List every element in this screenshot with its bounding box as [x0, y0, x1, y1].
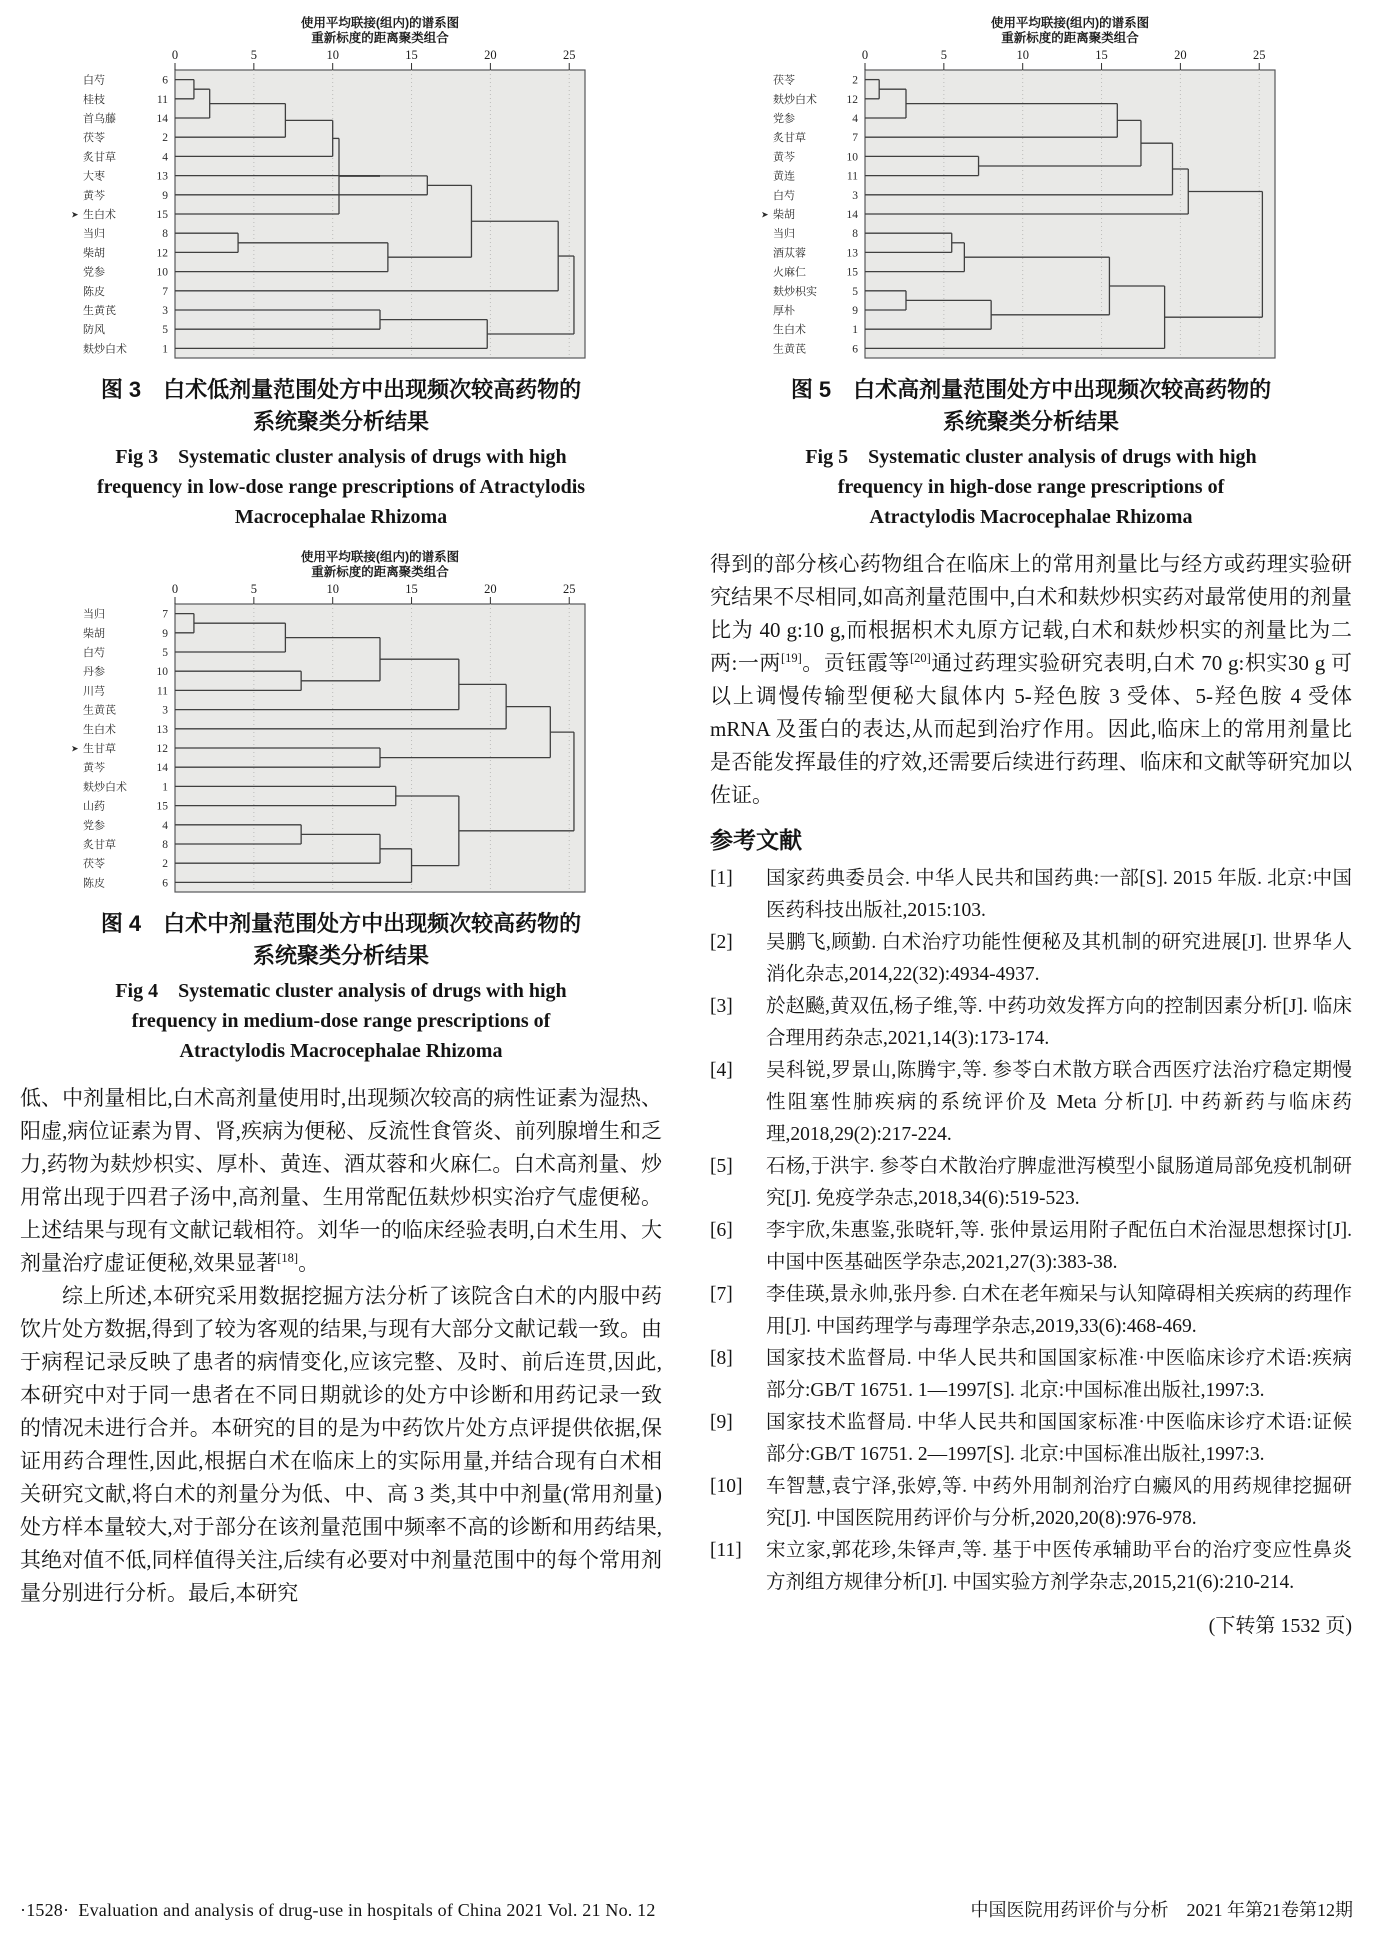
- body-paragraph: 低、中剂量相比,白术高剂量使用时,出现频次较高的病性证素为湿热、阳虚,病位证素为胃、肾,疾病为便秘、反流性食管炎、前列腺增生和乏力,药物为麸炒枳实、厚朴、黄连、酒苁蓉和火麻仁。白术高剂量、炒用常出现于四君子汤中,高剂量、生用常配伍麸炒枳实治疗气虚便秘。上述结果与现有文献记载相符。刘华一的临床经验表明,白术生用、大剂量治疗虚证便秘,效果显著[18]。: [20, 1086, 662, 1275]
- svg-text:生白术: 生白术: [83, 209, 116, 221]
- reference-item: [710, 1535, 1352, 1599]
- svg-text:酒苁蓉: 酒苁蓉: [773, 247, 806, 260]
- caption-line: 系统聚类分析结果: [942, 409, 1119, 434]
- reference-text: 吴科锐,罗景山,陈腾宇,等. 参苓白术散方联合西医疗法治疗稳定期慢性阻塞性肺疾病的系统评价及 Meta 分析[J]. 中药新药与临床药理,2018,29(2):217-224.: [766, 1060, 1352, 1145]
- svg-text:当归: 当归: [83, 608, 105, 621]
- svg-text:2: 2: [162, 132, 168, 145]
- svg-text:生白术: 生白术: [773, 324, 806, 337]
- svg-text:党参: 党参: [83, 266, 105, 279]
- reference-text: 车智慧,袁宁泽,张婷,等. 中药外用制剂治疗白癜风的用药规律挖掘研究[J]. 中国医院用药评价与分析,2020,20(8):976-978.: [766, 1476, 1352, 1529]
- reference-number: [5]: [710, 1156, 733, 1177]
- svg-text:生黄芪: 生黄芪: [83, 305, 116, 317]
- dendrogram-figure-4: [71, 548, 611, 900]
- svg-text:15: 15: [156, 209, 168, 221]
- svg-text:6: 6: [162, 74, 168, 87]
- svg-text:使用平均联接(组内)的谱系图: 使用平均联接(组内)的谱系图: [300, 550, 460, 564]
- reference-number: [7]: [710, 1284, 733, 1305]
- figure-3-block: [20, 14, 662, 532]
- reference-item: [710, 1343, 1352, 1407]
- svg-text:8: 8: [162, 839, 168, 851]
- figure-4-caption-zh: [20, 908, 662, 972]
- svg-text:5: 5: [940, 48, 947, 62]
- svg-text:大枣: 大枣: [83, 170, 105, 183]
- svg-text:12: 12: [156, 247, 168, 260]
- references-heading: 参考文献: [710, 827, 802, 853]
- svg-text:当归: 当归: [83, 228, 105, 241]
- svg-text:党参: 党参: [773, 113, 795, 125]
- svg-text:➤: ➤: [761, 209, 769, 220]
- reference-item: [710, 1471, 1352, 1535]
- citation-superscript: [19]: [780, 651, 802, 665]
- svg-text:➤: ➤: [71, 209, 79, 220]
- svg-text:茯苓: 茯苓: [773, 74, 795, 87]
- svg-text:5: 5: [162, 324, 168, 337]
- svg-text:25: 25: [562, 582, 576, 596]
- svg-text:9: 9: [162, 189, 168, 202]
- svg-text:生甘草: 生甘草: [83, 743, 116, 755]
- page-footer: [20, 1896, 1353, 1922]
- svg-text:防风: 防风: [83, 324, 105, 337]
- figure-5-caption-en: [710, 442, 1352, 532]
- svg-text:➤: ➤: [71, 743, 79, 754]
- reference-text: 石杨,于洪宇. 参苓白术散治疗脾虚泄泻模型小鼠肠道局部免疫机制研究[J]. 免疫学杂志,2018,34(6):519-523.: [766, 1156, 1352, 1209]
- reference-item: [710, 1407, 1352, 1471]
- svg-text:陈皮: 陈皮: [83, 877, 105, 890]
- svg-text:7: 7: [852, 132, 858, 145]
- svg-text:黄芩: 黄芩: [83, 189, 105, 202]
- svg-text:丹参: 丹参: [83, 666, 105, 679]
- svg-text:10: 10: [156, 266, 168, 279]
- reference-text: 国家技术监督局. 中华人民共和国国家标准·中医临床诊疗术语:证候部分:GB/T 16751. 2—1997[S]. 北京:中国标准出版社,1997:3.: [766, 1412, 1352, 1465]
- reference-text: 於赵飈,黄双伍,杨子维,等. 中药功效发挥方向的控制因素分析[J]. 临床合理用药杂志,2021,14(3):173-174.: [766, 996, 1352, 1049]
- figure-5-block: [710, 14, 1352, 532]
- reference-item: [710, 927, 1352, 991]
- svg-text:首乌藤: 首乌藤: [83, 113, 116, 125]
- svg-text:20: 20: [1174, 48, 1187, 62]
- footer-journal-en: Evaluation and analysis of drug-use in hospitals of China 2021 Vol. 21 No. 12: [78, 1900, 656, 1920]
- svg-text:3: 3: [852, 189, 858, 202]
- citation-superscript: [20]: [909, 651, 931, 665]
- svg-text:陈皮: 陈皮: [83, 285, 105, 298]
- reference-text: 李宇欣,朱惠鉴,张晓轩,等. 张仲景运用附子配伍白术治湿思想探讨[J]. 中国中医基础医学杂志,2021,27(3):383-38.: [766, 1220, 1352, 1273]
- caption-line: 图 3 白术低剂量范围处方中出现频次较高药物的: [100, 377, 582, 402]
- svg-text:当归: 当归: [773, 228, 795, 241]
- svg-text:13: 13: [846, 247, 858, 260]
- caption-line: Atractylodis Macrocephalae Rhizoma: [869, 506, 1193, 528]
- svg-text:柴胡: 柴胡: [83, 247, 105, 260]
- svg-text:13: 13: [156, 723, 168, 736]
- left-column: [20, 14, 662, 1638]
- svg-text:10: 10: [326, 48, 339, 62]
- caption-line: 图 4 白术中剂量范围处方中出现频次较高药物的: [100, 911, 582, 936]
- caption-line: frequency in high-dose range prescriptions of: [837, 476, 1225, 498]
- reference-number: [1]: [710, 868, 733, 889]
- svg-text:6: 6: [852, 343, 858, 356]
- svg-text:茯苓: 茯苓: [83, 858, 105, 871]
- svg-text:生黄芪: 生黄芪: [773, 343, 806, 356]
- reference-item: [710, 1055, 1352, 1151]
- caption-line: Atractylodis Macrocephalae Rhizoma: [179, 1040, 503, 1062]
- svg-text:8: 8: [162, 228, 168, 241]
- svg-text:11: 11: [156, 93, 168, 106]
- reference-item: [710, 863, 1352, 927]
- svg-text:12: 12: [846, 93, 858, 106]
- svg-text:使用平均联接(组内)的谱系图: 使用平均联接(组内)的谱系图: [300, 16, 460, 30]
- reference-number: [8]: [710, 1348, 733, 1369]
- svg-text:0: 0: [171, 582, 179, 596]
- reference-text: 国家药典委员会. 中华人民共和国药典:一部[S]. 2015 年版. 北京:中国医药科技出版社,2015:103.: [766, 868, 1352, 921]
- svg-text:重新标度的距离聚类组合: 重新标度的距离聚类组合: [311, 31, 449, 45]
- svg-text:10: 10: [156, 666, 168, 679]
- dendrogram-figure-5: [761, 14, 1301, 366]
- svg-text:25: 25: [1252, 48, 1266, 62]
- svg-text:重新标度的距离聚类组合: 重新标度的距离聚类组合: [311, 565, 449, 579]
- svg-text:柴胡: 柴胡: [83, 627, 105, 640]
- svg-text:20: 20: [484, 582, 497, 596]
- reference-number: [4]: [710, 1060, 733, 1081]
- svg-text:25: 25: [562, 48, 576, 62]
- svg-text:11: 11: [156, 685, 168, 698]
- caption-line: Fig 3 Systematic cluster analysis of drugs with high: [115, 446, 567, 468]
- citation-superscript: [18]: [277, 1251, 299, 1265]
- svg-text:川芎: 川芎: [83, 685, 105, 698]
- svg-text:3: 3: [162, 305, 168, 317]
- svg-text:炙甘草: 炙甘草: [773, 132, 806, 145]
- reference-text: 国家技术监督局. 中华人民共和国国家标准·中医临床诊疗术语:疾病部分:GB/T 16751. 1—1997[S]. 北京:中国标准出版社,1997:3.: [766, 1348, 1352, 1401]
- caption-line: Fig 4 Systematic cluster analysis of drugs with high: [115, 980, 567, 1002]
- reference-text: 李佳瑛,景永帅,张丹参. 白术在老年痴呆与认知障碍相关疾病的药理作用[J]. 中国药理学与毒理学杂志,2019,33(6):468-469.: [766, 1284, 1352, 1337]
- reference-item: [710, 1215, 1352, 1279]
- svg-text:1: 1: [162, 781, 168, 794]
- svg-text:9: 9: [852, 305, 858, 317]
- svg-text:1: 1: [852, 324, 858, 337]
- svg-text:15: 15: [1095, 48, 1108, 62]
- svg-text:生黄芪: 生黄芪: [83, 704, 116, 717]
- svg-text:4: 4: [162, 151, 168, 164]
- svg-text:山药: 山药: [83, 800, 105, 813]
- svg-text:11: 11: [846, 170, 858, 183]
- reference-text: 宋立家,郭花珍,朱铎声,等. 基于中医传承辅助平台的治疗变应性鼻炎方剂组方规律分析[J]. 中国实验方剂学杂志,2015,21(6):210-214.: [766, 1540, 1352, 1593]
- figure-5-caption-zh: [710, 374, 1352, 438]
- figure-4-block: [20, 548, 662, 1066]
- reference-number: [10]: [710, 1476, 743, 1497]
- svg-text:茯苓: 茯苓: [83, 132, 105, 145]
- caption-line: frequency in low-dose range prescriptions of Atractylodis: [96, 476, 586, 498]
- caption-line: Macrocephalae Rhizoma: [234, 506, 448, 528]
- reference-number: [11]: [710, 1540, 742, 1561]
- continuation-note: (下转第 1532 页): [1208, 1615, 1352, 1637]
- dendrogram-figure-3: [71, 14, 611, 366]
- svg-text:麸炒枳实: 麸炒枳实: [773, 285, 817, 298]
- svg-text:2: 2: [162, 858, 168, 871]
- reference-number: [2]: [710, 932, 733, 953]
- reference-text: 吴鹏飞,顾勤. 白术治疗功能性便秘及其机制的研究进展[J]. 世界华人消化杂志,2014,22(32):4934-4937.: [766, 932, 1352, 985]
- caption-line: 图 5 白术高剂量范围处方中出现频次较高药物的: [790, 377, 1272, 402]
- caption-line: Fig 5 Systematic cluster analysis of drugs with high: [805, 446, 1257, 468]
- svg-text:15: 15: [405, 48, 418, 62]
- svg-text:6: 6: [162, 877, 168, 890]
- svg-text:1: 1: [162, 343, 168, 356]
- reference-item: [710, 1279, 1352, 1343]
- footer-right: 中国医院用药评价与分析 2021 年第21卷第12期: [970, 1900, 1353, 1920]
- svg-text:15: 15: [405, 582, 418, 596]
- svg-text:4: 4: [162, 819, 168, 832]
- svg-text:12: 12: [156, 743, 168, 755]
- figure-3-caption-zh: [20, 374, 662, 438]
- svg-text:15: 15: [846, 266, 858, 279]
- svg-text:黄芩: 黄芩: [773, 151, 795, 164]
- svg-text:0: 0: [861, 48, 869, 62]
- svg-text:10: 10: [1016, 48, 1029, 62]
- reference-number: [6]: [710, 1220, 733, 1241]
- svg-text:5: 5: [250, 582, 257, 596]
- body-paragraph: 综上所述,本研究采用数据挖掘方法分析了该院含白术的内服中药饮片处方数据,得到了较为客观的结果,与现有大部分文献记载一致。由于病程记录反映了患者的病情变化,应该完整、及时、前后连贯,因此,本研究中对于同一患者在不同日期就诊的处方中诊断和用药记录一致的情况未进行合并。本研究的目的是为中药饮片处方点评提供依据,保证用药合理性,因此,根据白术在临床上的实际用量,并结合现有白术相关研究文献,将白术的剂量分为低、中、高 3 类,其中中剂量(常用剂量)处方样本量较大,对于部分在该剂量范围中频率不高的诊断和用药结果,其绝对值不低,同样值得关注,后续有必要对中剂量范围中的每个常用剂量分别进行分析。最后,本研究: [20, 1284, 662, 1605]
- svg-text:2: 2: [852, 74, 858, 87]
- svg-text:重新标度的距离聚类组合: 重新标度的距离聚类组合: [1001, 31, 1139, 45]
- caption-line: 系统聚类分析结果: [252, 409, 429, 434]
- figure-4-caption-en: [20, 976, 662, 1066]
- reference-number: [3]: [710, 996, 733, 1017]
- svg-text:黄芩: 黄芩: [83, 762, 105, 775]
- svg-text:厚朴: 厚朴: [773, 305, 795, 317]
- svg-text:13: 13: [156, 170, 168, 183]
- svg-text:麸炒白术: 麸炒白术: [773, 93, 817, 106]
- svg-text:白芍: 白芍: [83, 647, 105, 659]
- reference-number: [9]: [710, 1412, 733, 1433]
- svg-text:14: 14: [156, 762, 168, 775]
- svg-text:炙甘草: 炙甘草: [83, 839, 116, 851]
- svg-text:20: 20: [484, 48, 497, 62]
- footer-left: [20, 1900, 656, 1921]
- svg-text:5: 5: [852, 285, 858, 298]
- right-column: [710, 14, 1352, 1638]
- page-number: ·1528·: [20, 1900, 70, 1920]
- svg-text:4: 4: [852, 113, 858, 125]
- svg-text:5: 5: [162, 647, 168, 659]
- caption-line: 系统聚类分析结果: [252, 943, 429, 968]
- svg-text:8: 8: [852, 228, 858, 241]
- reference-list: [710, 863, 1352, 1599]
- svg-text:火麻仁: 火麻仁: [773, 266, 806, 279]
- svg-text:白芍: 白芍: [83, 74, 105, 87]
- svg-text:柴胡: 柴胡: [773, 209, 795, 221]
- svg-text:15: 15: [156, 800, 168, 813]
- svg-text:使用平均联接(组内)的谱系图: 使用平均联接(组内)的谱系图: [990, 16, 1150, 30]
- svg-text:桂枝: 桂枝: [83, 93, 105, 106]
- svg-text:5: 5: [250, 48, 257, 62]
- svg-text:14: 14: [846, 209, 858, 221]
- svg-text:3: 3: [162, 704, 168, 717]
- svg-text:白芍: 白芍: [773, 189, 795, 202]
- figure-3-caption-en: [20, 442, 662, 532]
- svg-text:黄连: 黄连: [773, 170, 795, 183]
- svg-text:7: 7: [162, 285, 168, 298]
- svg-text:麸炒白术: 麸炒白术: [83, 343, 127, 356]
- svg-text:麸炒白术: 麸炒白术: [83, 781, 127, 794]
- body-paragraph: 得到的部分核心药物组合在临床上的常用剂量比与经方或药理实验研究结果不尽相同,如高剂量范围中,白术和麸炒枳实药对最常使用的剂量比为 40 g:10 g,而根据枳术丸原方记载,白术和麸炒枳实的剂量比为二两:一两[19]。贡钰霞等[20]通过药理实验研究表明,白术 70 g:枳实30 g 可以上调慢传输型便秘大鼠体内 5-羟色胺 3 受体、5-羟色胺 4 受体 mRNA 及蛋白的表达,从而起到治疗作用。因此,临床上的常用剂量比是否能发挥最佳的疗效,还需要后续进行药理、临床和文献等研究加以佐证。: [710, 552, 1352, 807]
- svg-text:10: 10: [846, 151, 858, 164]
- svg-text:14: 14: [156, 113, 168, 125]
- reference-item: [710, 1151, 1352, 1215]
- svg-text:0: 0: [171, 48, 179, 62]
- svg-text:炙甘草: 炙甘草: [83, 151, 116, 164]
- reference-item: [710, 991, 1352, 1055]
- caption-line: frequency in medium-dose range prescriptions of: [131, 1010, 551, 1032]
- svg-text:生白术: 生白术: [83, 723, 116, 736]
- svg-text:7: 7: [162, 608, 168, 621]
- svg-text:党参: 党参: [83, 819, 105, 832]
- svg-text:9: 9: [162, 627, 168, 640]
- svg-text:10: 10: [326, 582, 339, 596]
